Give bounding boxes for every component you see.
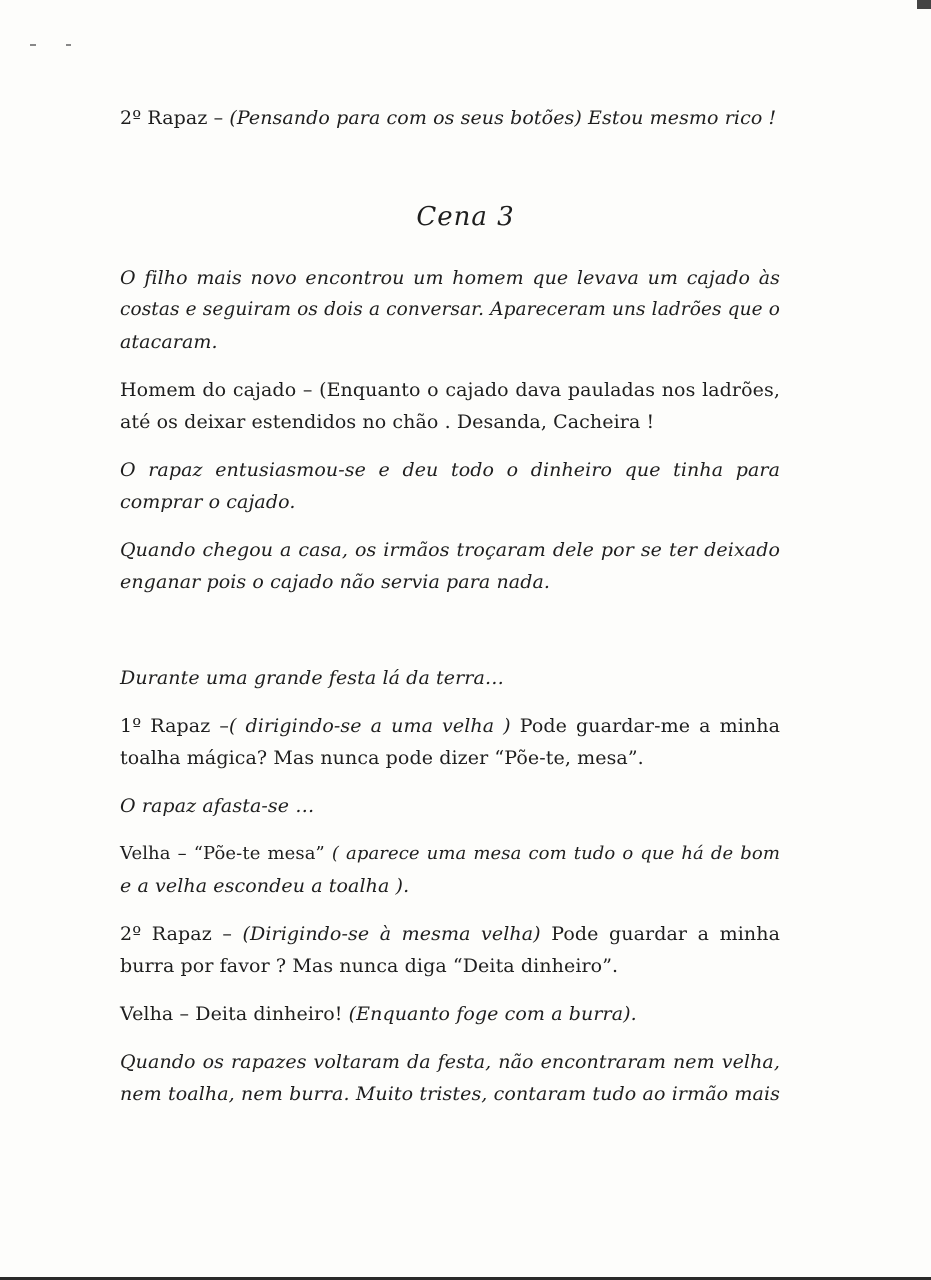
dialogue-line: toalha mágica? Mas nunca pode dizer “Põe-te, mesa”. bbox=[120, 747, 644, 769]
stage-direction: ( dirigindo-se a uma velha ) bbox=[228, 715, 511, 737]
speaker-label: 2º Rapaz – bbox=[120, 107, 230, 129]
dialogue-line: burra por favor ? Mas nunca diga “Deita dinheiro”. bbox=[120, 955, 619, 977]
dialogue-text: “Põe-te mesa” bbox=[193, 843, 332, 864]
narration-line: comprar o cajado. bbox=[120, 491, 296, 513]
script-line bbox=[120, 918, 780, 950]
stage-direction-line: e a velha escondeu a toalha ). bbox=[120, 875, 410, 897]
speaker-label: Homem do cajado – bbox=[120, 379, 320, 401]
narration-line: O rapaz afasta-se … bbox=[120, 795, 315, 817]
dialogue-text: (Enquanto o cajado dava pauladas nos ladrões, bbox=[319, 379, 780, 401]
narration-line: Quando chegou a casa, os irmãos troçaram dele por se ter deixado bbox=[120, 539, 780, 561]
stage-direction: (Enquanto foge com a burra). bbox=[348, 1003, 637, 1025]
narration-line: Quando os rapazes voltaram da festa, não encontraram nem velha, bbox=[120, 1051, 780, 1073]
narration-line: O filho mais novo encontrou um homem que levava um cajado às bbox=[120, 267, 780, 289]
narration-line: atacaram. bbox=[120, 331, 218, 353]
speaker-label: 2º Rapaz – bbox=[120, 923, 243, 945]
script-line bbox=[120, 710, 780, 742]
dialogue-text: Deita dinheiro! bbox=[195, 1003, 349, 1025]
stage-direction: (Dirigindo-se à mesma velha) bbox=[242, 923, 541, 945]
narration-line: costas e seguiram os dois a conversar. Apareceram uns ladrões que o bbox=[120, 299, 780, 320]
narration-line: O rapaz entusiasmou-se e deu todo o dinheiro que tinha para bbox=[120, 459, 780, 481]
stage-direction: (Pensando para com os seus botões) Estou mesmo rico ! bbox=[229, 107, 777, 129]
scene-title: Cena 3 bbox=[416, 202, 515, 232]
script-line bbox=[120, 374, 780, 406]
script-line bbox=[120, 838, 780, 870]
dialogue-text: Pode guardar a minha bbox=[540, 923, 781, 945]
speaker-label: 1º Rapaz – bbox=[120, 715, 229, 737]
scan-speck bbox=[66, 44, 71, 46]
narration-line: Durante uma grande festa lá da terra… bbox=[120, 667, 504, 689]
script-line bbox=[120, 998, 780, 1030]
stage-direction: ( aparece uma mesa com tudo o que há de bom bbox=[331, 843, 781, 864]
narration-line: enganar pois o cajado não servia para nada. bbox=[120, 571, 551, 593]
narration-line: nem toalha, nem burra. Muito tristes, contaram tudo ao irmão mais bbox=[120, 1083, 780, 1105]
scan-corner-mark bbox=[917, 0, 931, 9]
script-line bbox=[120, 102, 780, 134]
dialogue-line: até os deixar estendidos no chão . Desanda, Cacheira ! bbox=[120, 411, 655, 433]
scan-speck bbox=[30, 44, 36, 46]
speaker-label: Velha – bbox=[120, 1003, 196, 1025]
speaker-label: Velha – bbox=[120, 843, 194, 864]
dialogue-text: Pode guardar-me a minha bbox=[510, 715, 780, 737]
